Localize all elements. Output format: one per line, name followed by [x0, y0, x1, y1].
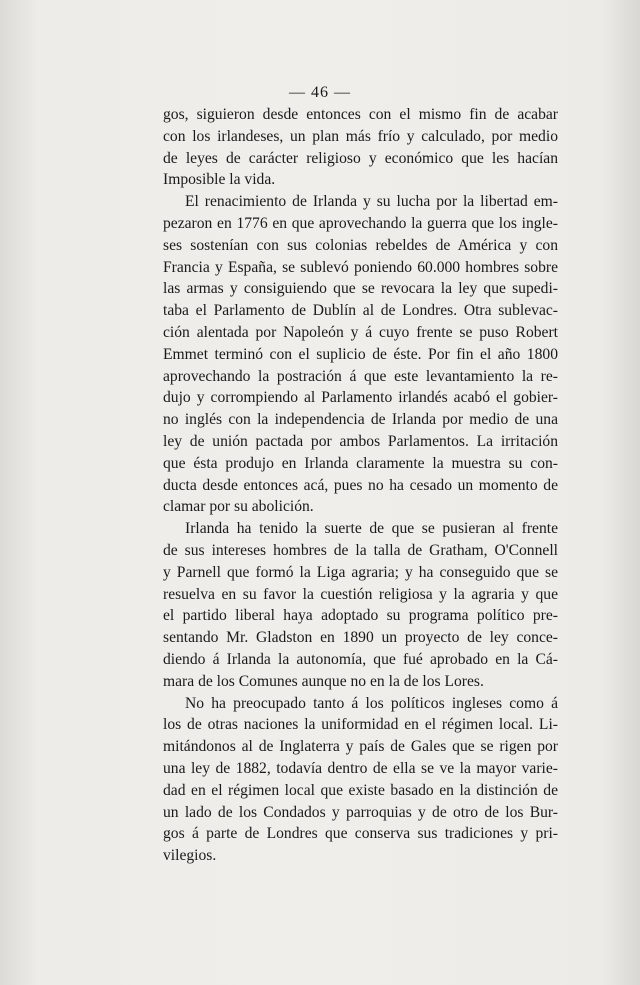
page-number: — 46 — — [289, 84, 351, 101]
text-line: mitándonos al de Inglaterra y país de Gales que se rigen por — [163, 738, 558, 756]
text-line: y Parnell que formó la Liga agraria; y ha conseguido que se — [163, 563, 558, 581]
text-line: mara de los Comunes aunque no en la de los Lores. — [163, 672, 484, 690]
text-line: gos, siguieron desde entonces con el mismo fin de acabar — [163, 106, 558, 123]
text-line: aprovechando la postración á que este levantamiento la re- — [163, 367, 558, 385]
text-line: no inglés con la independencia de Irlanda por medio de una — [163, 411, 558, 429]
text-line: El renacimiento de Irlanda y su lucha por la libertad em- — [185, 193, 558, 211]
text-line: resuelva en su favor la cuestión religiosa y la agraria y que — [163, 585, 558, 603]
text-line: taba el Parlamento de Dublín al de Londres. Otra sublevac- — [163, 302, 558, 320]
text-line: pezaron en 1776 en que aprovechando la guerra que los ingle- — [163, 214, 558, 232]
text-line: No ha preocupado tanto á los políticos ingleses como á — [185, 694, 558, 712]
text-line: vilegios. — [163, 847, 217, 865]
text-line: diendo á Irlanda la autonomía, que fué aprobado en la Cá- — [163, 650, 558, 668]
text-line: ción alentada por Napoleón y á cuyo frente se puso Robert — [163, 323, 558, 341]
paragraph — [163, 191, 558, 518]
text-line: con los irlandeses, un plan más frío y calculado, por medio — [163, 127, 558, 145]
paragraph — [163, 518, 558, 692]
body-text — [163, 104, 558, 867]
text-line: las armas y consiguiendo que se revocara la ley que supedi- — [163, 280, 558, 298]
text-line: dad en el régimen local que existe basado en la distinción de — [163, 781, 558, 799]
text-line: Irlanda ha tenido la suerte de que se pusieran al frente — [185, 520, 558, 538]
text-line: los de otras naciones la uniformidad en el régimen local. Li- — [163, 716, 558, 734]
text-line: ses sostenían con sus colonias rebeldes de América y con — [163, 236, 558, 254]
text-line: dujo y corrompiendo al Parlamento irlandés acabó el gobier- — [163, 389, 558, 407]
text-line: de sus intereses hombres de la talla de Gratham, O'Connell — [163, 541, 558, 559]
text-line: ducta desde entonces acá, pues no ha cesado un momento de — [163, 476, 558, 494]
text-line: sentando Mr. Gladston en 1890 un proyecto de ley conce- — [163, 629, 558, 647]
text-line: una ley de 1882, todavía dentro de ella se ve la mayor varie- — [163, 759, 558, 777]
text-line: Emmet terminó con el suplicio de éste. Por fin el año 1800 — [163, 345, 558, 363]
text-line: ley de unión pactada por ambos Parlamentos. La irritación — [163, 432, 558, 450]
text-line: Francia y España, se sublevó poniendo 60.000 hombres sobre — [163, 258, 558, 276]
text-line: un lado de los Condados y parroquias y de otro de los Bur- — [163, 803, 558, 821]
text-line: Imposible la vida. — [163, 171, 276, 189]
text-line: clamar por su abolición. — [163, 498, 314, 516]
paragraph — [163, 104, 558, 191]
text-line: gos á parte de Londres que conserva sus tradiciones y pri- — [163, 825, 558, 843]
text-line: de leyes de carácter religioso y económico que les hacían — [163, 149, 558, 167]
text-line: que ésta produjo en Irlanda claramente la muestra su con- — [163, 454, 558, 472]
text-line: el partido liberal haya adoptado su programa político pre- — [163, 607, 558, 625]
paragraph — [163, 693, 558, 867]
